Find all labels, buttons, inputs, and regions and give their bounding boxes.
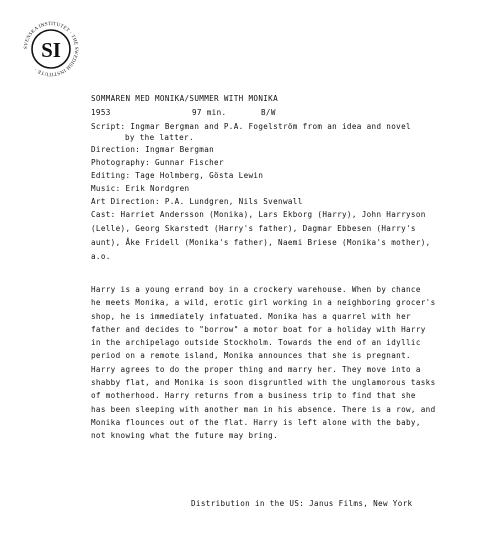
credit-cast-line: Cast: Harriet Andersson (Monika), Lars Ekborg (Harry), John Harryson: [91, 210, 426, 219]
film-meta-row: [91, 107, 463, 118]
synopsis-line: of motherhood. Harry returns from a business trip to find that she: [91, 391, 416, 401]
synopsis-line: Harry agrees to do the proper thing and marry her. They move into a: [91, 364, 421, 374]
credit-art-direction: Art Direction: P.A. Lundgren, Nils Svenwall: [91, 197, 303, 206]
credit-direction: Direction: Ingmar Bergman: [91, 145, 215, 154]
credit-cast-line: aunt), Åke Fridell (Monika's father), Naemi Briese (Monika's mother),: [91, 238, 431, 247]
credit-script-cont: by the latter.: [125, 133, 194, 142]
credit-music: Music: Erik Nordgren: [91, 184, 190, 193]
synopsis-line: he meets Monika, a wild, erotic girl working in a neighboring grocer's: [91, 298, 436, 308]
synopsis-line: not knowing what the future may bring.: [91, 431, 279, 441]
film-format: B/W: [261, 108, 276, 117]
film-fact-sheet: [91, 93, 463, 443]
logo-ring-text: SVENSKA INSTITUTET · THE SWEDISH INSTITUTE ·: [23, 21, 79, 77]
synopsis-line: father and decides to "borrow" a motor boat for a holiday with Harry: [91, 324, 426, 334]
credit-script: [91, 121, 463, 132]
synopsis: [91, 283, 463, 443]
synopsis-line: shop, he is immediately infatuated. Monika has a quarrel with her: [91, 311, 411, 321]
synopsis-line: Harry is a young errand boy in a crockery warehouse. When by chance: [91, 285, 421, 294]
distribution-note: Distribution in the US: Janus Films, New York: [191, 499, 413, 508]
synopsis-line: Monika flounces out of the flat. Harry is left alone with the baby,: [91, 417, 421, 427]
synopsis-line: period on a remote island, Monika announces that she is pregnant.: [91, 351, 411, 361]
credit-cast-line: (Lelle), Georg Skarstedt (Harry's father), Dagmar Ebbesen (Harry's: [91, 224, 416, 233]
credit-photography: Photography: Gunnar Fischer: [91, 158, 224, 167]
script-value: Ingmar Bergman and P.A. Fogelström from an idea and novel: [130, 122, 411, 131]
synopsis-line: has been sleeping with another man in his absence. There is a row, and: [91, 404, 436, 414]
synopsis-line: shabby flat, and Monika is soon disgruntled with the unglamorous tasks: [91, 378, 436, 388]
credit-editing: Editing: Tage Holmberg, Gösta Lewin: [91, 171, 264, 180]
film-title: SOMMAREN MED MONIKA/SUMMER WITH MONIKA: [91, 94, 279, 103]
logo-initials: SI: [41, 38, 61, 62]
si-seal-icon: [19, 17, 83, 81]
film-length: 97 min.: [192, 108, 227, 117]
film-year: 1953: [91, 108, 111, 117]
credit-cast-line: a.o.: [91, 252, 111, 261]
credits-block: [91, 121, 463, 264]
script-label: Script:: [91, 122, 126, 131]
swedish-institute-logo: [19, 17, 83, 81]
synopsis-line: in the archipelago outside Stockholm. Towards the end of an idyllic: [91, 338, 421, 348]
